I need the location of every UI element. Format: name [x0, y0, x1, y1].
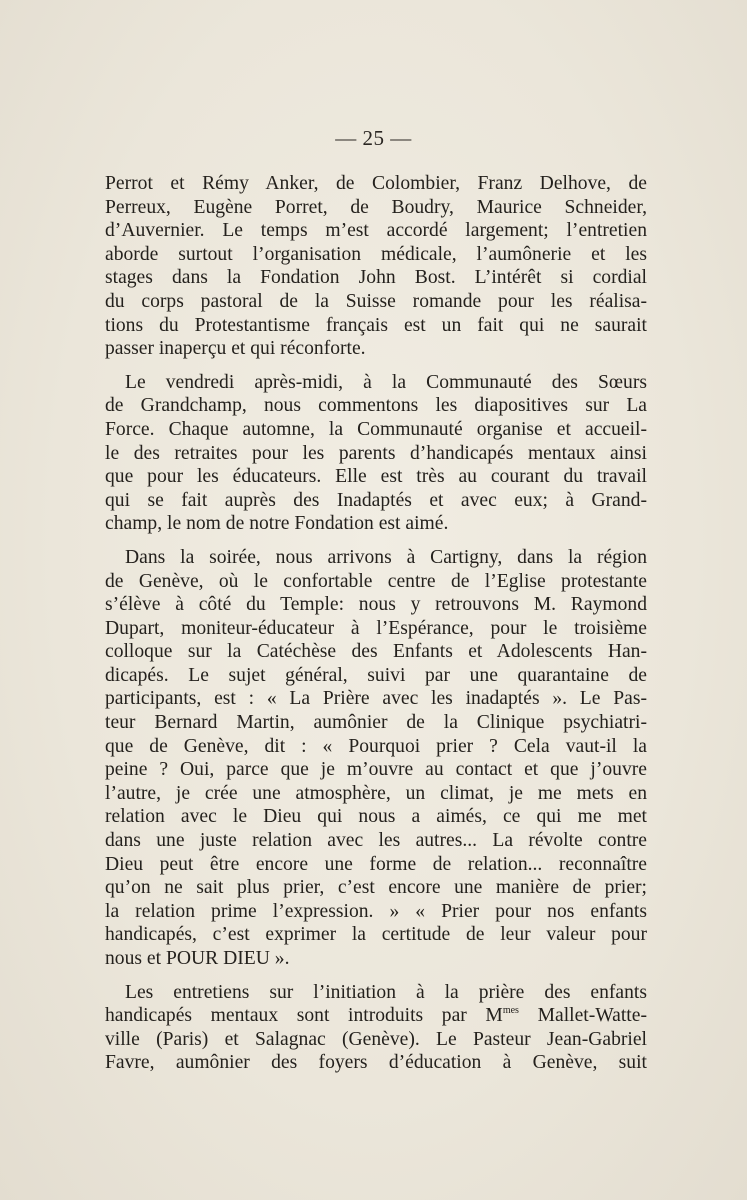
- text-line: que pour les éducateurs. Elle est très au courant du travail: [105, 466, 647, 488]
- text-line: teur Bernard Martin, aumônier de la Clinique psychiatri-: [105, 712, 647, 734]
- text-line: ville (Paris) et Salagnac (Genève). Le Pasteur Jean-Gabriel: [105, 1028, 647, 1050]
- text-line: que de Genève, dit : « Pourquoi prier ? Cela vaut-il la: [105, 735, 647, 757]
- text-line: Dupart, moniteur-éducateur à l’Espérance, pour le troisième: [105, 617, 647, 639]
- text-line: dicapés. Le sujet général, suivi par une quarantaine de: [105, 664, 647, 686]
- text-line: de Genève, où le confortable centre de l’Eglise protestante: [105, 570, 647, 592]
- text-line: qu’on ne sait plus prier, c’est encore une manière de prier;: [105, 877, 647, 899]
- page-number: — 25 —: [335, 126, 412, 150]
- text-line: Perrot et Rémy Anker, de Colombier, Franz Delhove, de: [105, 173, 647, 194]
- text-line: la relation prime l’expression. » « Prier pour nos enfants: [105, 900, 647, 922]
- text-line: stages dans la Fondation John Bost. L’intérêt si cordial: [105, 267, 647, 289]
- text-line: participants, est : « La Prière avec les inadaptés ». Le Pas-: [105, 688, 647, 710]
- paragraph-1: [105, 172, 647, 361]
- text-line: s’élève à côté du Temple: nous y retrouvons M. Raymond: [105, 594, 647, 616]
- text-line: Dieu peut être encore une forme de relation... reconnaître: [105, 853, 647, 875]
- paragraph-3: [105, 546, 647, 971]
- superscript-abbreviation: mes: [502, 1005, 519, 1017]
- text-line: Favre, aumônier des foyers d’éducation à Genève, suit: [105, 1052, 647, 1074]
- text-line: d’Auvernier. Le temps m’est accordé largement; l’entretien: [105, 220, 647, 242]
- text-line: handicapés, c’est exprimer la certitude de leur valeur pour: [105, 924, 647, 946]
- text-line: peine ? Oui, parce que je m’ouvre au contact et que j’ouvre: [105, 759, 647, 781]
- text-line: champ, le nom de notre Fondation est aimé.: [105, 513, 449, 535]
- text-segment: handicapés mentaux sont introduits par M: [105, 1005, 503, 1027]
- text-line: nous et POUR DIEU ».: [105, 948, 290, 969]
- text-line: de Grandchamp, nous commentons les diapositives sur La: [105, 395, 647, 417]
- text-line: l’autre, je crée une atmosphère, un climat, je me mets en: [105, 782, 647, 804]
- text-line: Perreux, Eugène Porret, de Boudry, Maurice Schneider,: [105, 196, 647, 218]
- text-line: aborde surtout l’organisation médicale, l’aumônerie et les: [105, 243, 647, 265]
- text-line: relation avec le Dieu qui nous a aimés, ce qui me met: [105, 806, 647, 828]
- text-line: Force. Chaque automne, la Communauté organise et accueil-: [105, 418, 647, 440]
- text-line: Les entretiens sur l’initiation à la prière des enfants: [125, 981, 647, 1003]
- text-line: colloque sur la Catéchèse des Enfants et Adolescents Han-: [105, 641, 647, 663]
- paragraph-4: [105, 981, 647, 1075]
- paragraph-2: [105, 371, 647, 536]
- text-line: du corps pastoral de la Suisse romande pour les réalisa-: [105, 290, 647, 312]
- text-line: qui se fait auprès des Inadaptés et avec eux; à Grand-: [105, 489, 647, 511]
- text-line: passer inaperçu et qui réconforte.: [105, 338, 366, 360]
- text-line-with-superscript: [105, 1004, 647, 1028]
- text-line: le des retraites pour les parents d’handicapés mentaux ainsi: [105, 442, 647, 464]
- text-line: Dans la soirée, nous arrivons à Cartigny, dans la région: [125, 546, 647, 568]
- text-segment: Mallet-Watte-: [518, 1005, 647, 1027]
- text-line: Le vendredi après-midi, à la Communauté des Sœurs: [125, 371, 647, 393]
- body-text: [105, 172, 647, 1085]
- text-line: tions du Protestantisme français est un fait qui ne saurait: [105, 314, 647, 336]
- text-line: dans une juste relation avec les autres... La révolte contre: [105, 830, 647, 852]
